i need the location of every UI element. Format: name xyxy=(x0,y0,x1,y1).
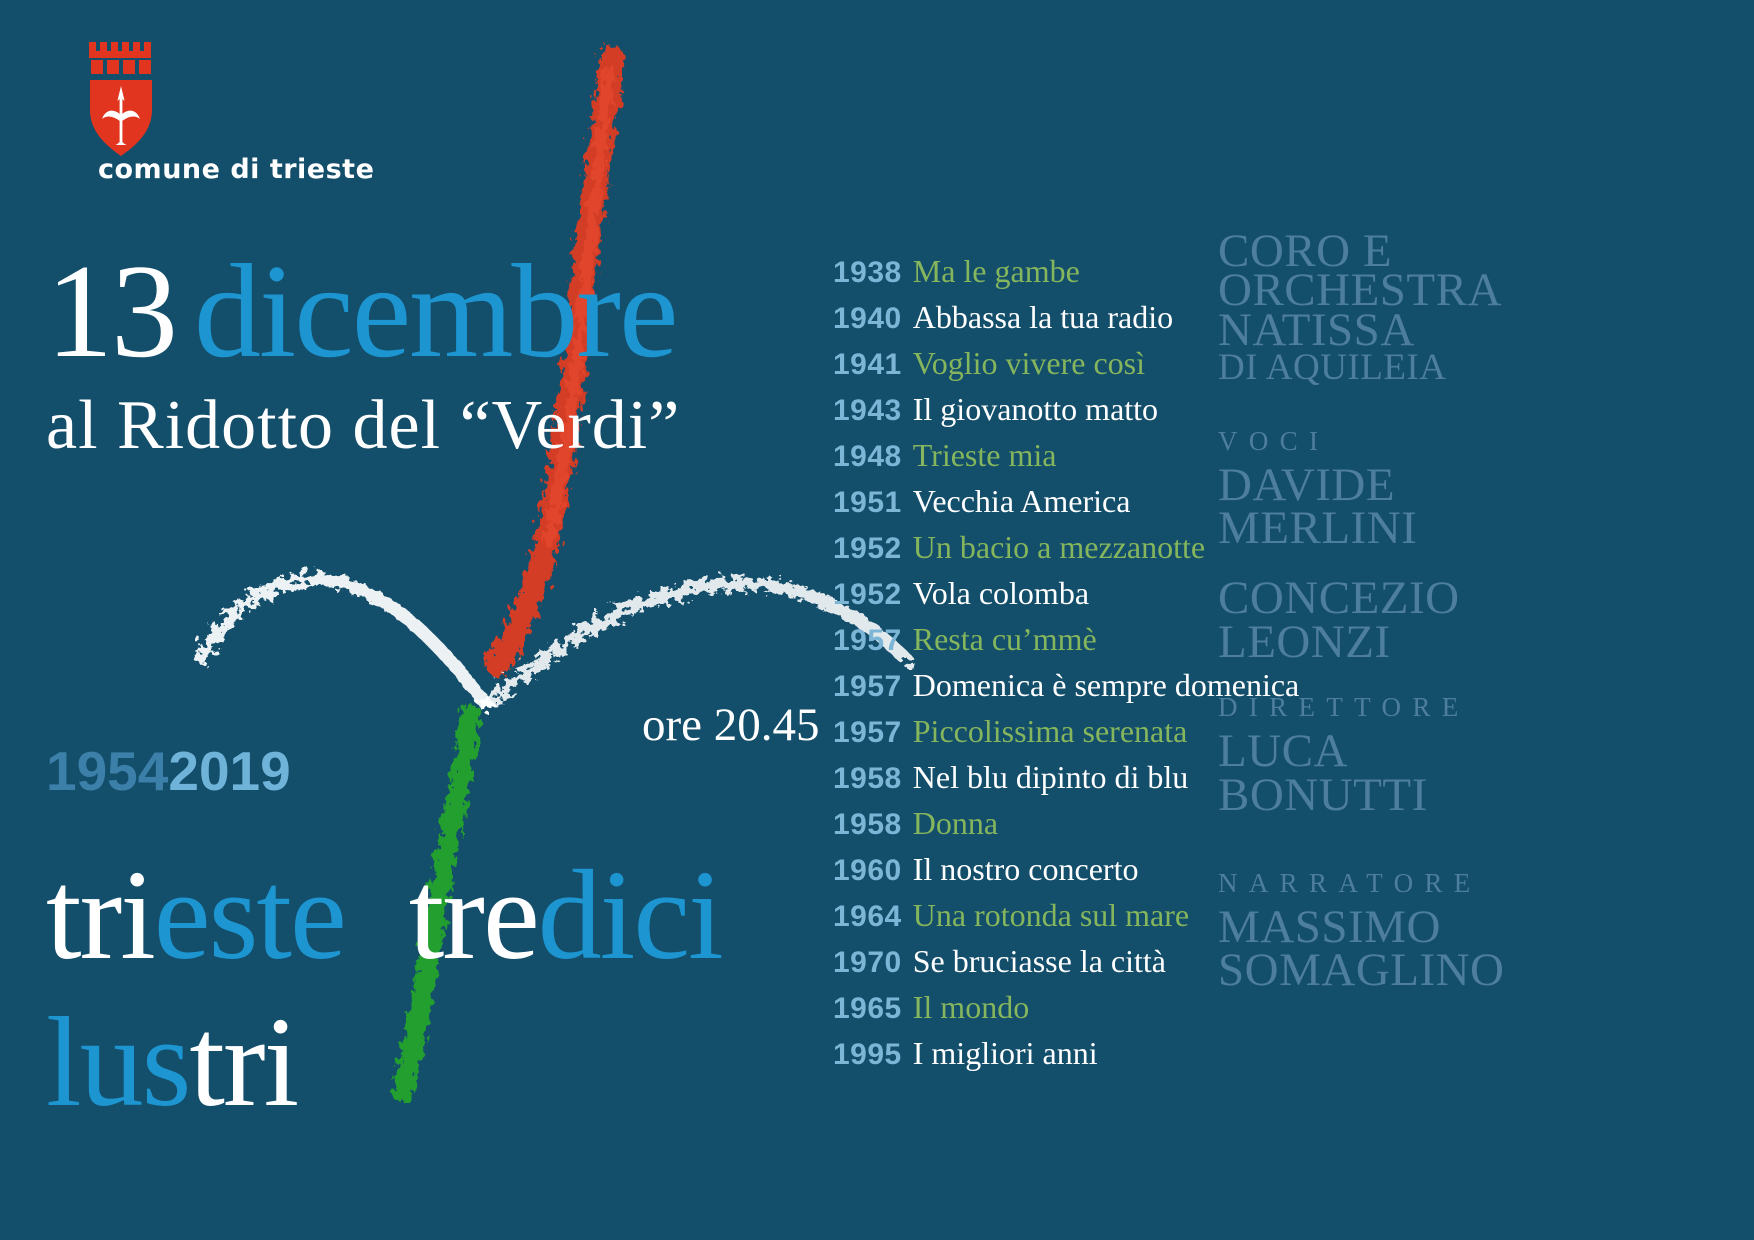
credit-line: MERLINI xyxy=(1218,502,1418,555)
event-time: ore 20.45 xyxy=(642,699,820,751)
song-title: Il giovanotto matto xyxy=(912,391,1159,427)
credit-line: LUCA xyxy=(1218,725,1348,778)
song-title: Abbassa la tua radio xyxy=(912,299,1174,335)
song-year: 1951 xyxy=(833,486,902,519)
song-title: Donna xyxy=(912,805,999,841)
song-title: Resta cu’mmè xyxy=(912,621,1097,657)
credit-block xyxy=(1218,692,1754,822)
wordmark-segment: tre xyxy=(408,844,538,986)
song-year: 1938 xyxy=(833,256,902,289)
song-year: 1957 xyxy=(833,716,902,749)
song-year: 1952 xyxy=(833,532,902,565)
song-title: Piccolissima serenata xyxy=(912,713,1188,749)
wordmark-line2 xyxy=(46,989,722,1136)
song-title: Ma le gambe xyxy=(912,253,1080,289)
song-title: Un bacio a mezzanotte xyxy=(912,529,1206,565)
event-date-day: 13 xyxy=(46,237,176,385)
song-year: 1995 xyxy=(833,1038,902,1071)
white-gull-stroke xyxy=(200,579,905,705)
anniversary-years xyxy=(46,740,291,802)
anniversary-end-year: 2019 xyxy=(168,740,291,802)
credit-block xyxy=(1218,425,1754,555)
credit-line: CORO E xyxy=(1218,225,1393,277)
song-title: Una rotonda sul mare xyxy=(912,897,1190,933)
credit-line: MASSIMO xyxy=(1218,900,1441,953)
song-year: 1940 xyxy=(833,302,902,335)
credit-line: CONCEZIO xyxy=(1218,571,1460,624)
credit-block xyxy=(1218,225,1754,389)
wordmark xyxy=(46,842,722,1136)
credit-line: LEONZI xyxy=(1218,615,1391,668)
credit-role-label: VOCI xyxy=(1218,425,1330,456)
wordmark-line1 xyxy=(46,842,722,989)
song-year: 1960 xyxy=(833,854,902,887)
credit-line: NATISSA xyxy=(1218,303,1415,356)
credit-line: ORCHESTRA xyxy=(1218,264,1502,317)
song-title: I migliori anni xyxy=(912,1035,1098,1071)
trieste-coat-of-arms xyxy=(86,40,156,172)
song-year: 1964 xyxy=(833,900,902,933)
song-title: Voglio vivere così xyxy=(912,345,1146,381)
credit-line: BONUTTI xyxy=(1218,769,1428,822)
shield xyxy=(90,80,152,156)
song-year: 1952 xyxy=(833,578,902,611)
credit-block xyxy=(1218,867,1754,997)
credit-block xyxy=(1218,571,1754,668)
credits-column xyxy=(1218,225,1754,997)
song-title: Trieste mia xyxy=(912,437,1057,473)
song-year: 1958 xyxy=(833,808,902,841)
song-row xyxy=(833,1035,1303,1081)
wordmark-segment: dici xyxy=(537,844,722,986)
logo-caption: comune di trieste xyxy=(98,154,375,185)
wordmark-segment: este xyxy=(153,844,345,986)
song-title: Domenica è sempre domenica xyxy=(912,667,1300,703)
wordmark-segment: tri xyxy=(46,844,154,986)
song-year: 1957 xyxy=(833,670,902,703)
song-year: 1948 xyxy=(833,440,902,473)
credit-role-label: NARRATORE xyxy=(1218,867,1482,898)
credit-line: SOMAGLINO xyxy=(1218,944,1505,997)
event-date xyxy=(46,237,677,385)
song-title: Se bruciasse la città xyxy=(912,943,1166,979)
credit-line: DI AQUILEIA xyxy=(1218,347,1447,389)
event-date-month: dicembre xyxy=(194,237,677,385)
song-year: 1943 xyxy=(833,394,902,427)
song-title: Vola colomba xyxy=(912,575,1090,611)
song-title: Il mondo xyxy=(912,989,1030,1025)
credit-role-label: DIRETTORE xyxy=(1218,692,1470,723)
event-venue: al Ridotto del “Verdi” xyxy=(46,387,681,464)
song-year: 1957 xyxy=(833,624,902,657)
wordmark-segment: lus xyxy=(46,991,190,1133)
anniversary-start-year: 1954 xyxy=(46,740,169,802)
song-title: Vecchia America xyxy=(912,483,1131,519)
crown xyxy=(89,42,151,74)
song-title: Il nostro concerto xyxy=(912,851,1139,887)
song-year: 1970 xyxy=(833,946,902,979)
song-year: 1941 xyxy=(833,348,902,381)
credit-line: DAVIDE xyxy=(1218,458,1396,511)
song-year: 1965 xyxy=(833,992,902,1025)
song-title: Nel blu dipinto di blu xyxy=(912,759,1189,795)
wordmark-segment: tri xyxy=(189,991,298,1133)
song-year: 1958 xyxy=(833,762,902,795)
